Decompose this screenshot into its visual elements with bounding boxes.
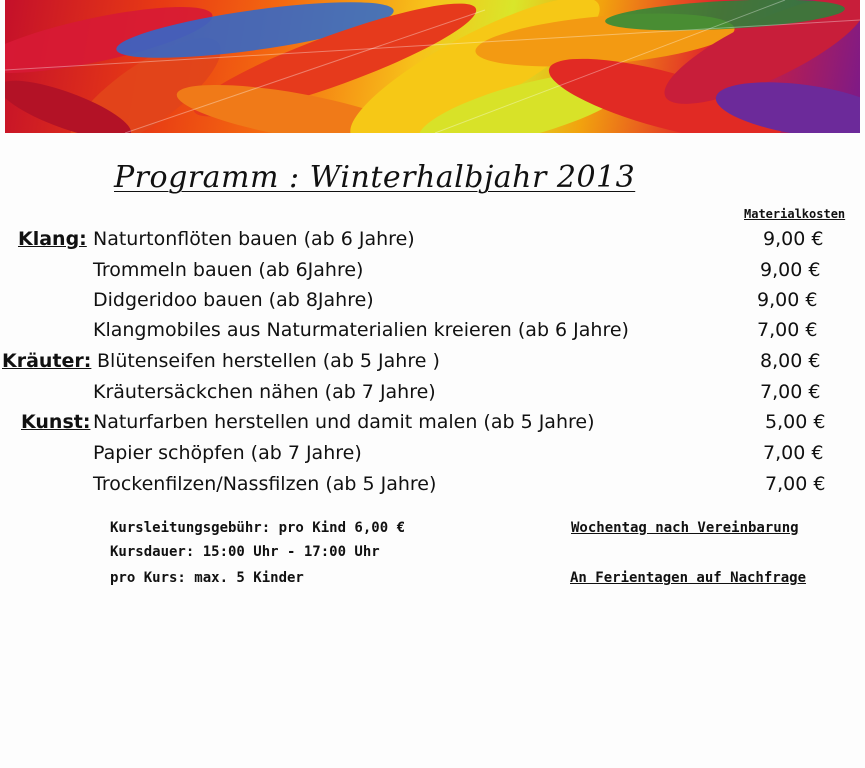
course-name: Didgeridoo bauen (ab 8Jahre) <box>93 289 374 311</box>
material-price: 7,00 € <box>757 319 818 341</box>
course-fee-text: Kursleitungsgebühr: pro Kind 6,00 € <box>110 520 406 536</box>
material-price: 9,00 € <box>760 259 821 281</box>
course-name: Trommeln bauen (ab 6Jahre) <box>93 259 364 281</box>
material-price: 9,00 € <box>757 289 818 311</box>
program-row <box>0 381 865 409</box>
course-name: Naturfarben herstellen und damit malen (ab 5 Jahre) <box>93 411 595 433</box>
program-row <box>0 228 865 256</box>
category-label: Kunst: <box>21 411 91 433</box>
course-name: Klangmobiles aus Naturmaterialien kreieren (ab 6 Jahre) <box>93 319 629 341</box>
page-title: Programm : Winterhalbjahr 2013 <box>114 160 636 195</box>
material-price: 7,00 € <box>765 473 826 495</box>
program-row <box>0 411 865 439</box>
program-row <box>0 473 865 501</box>
material-price: 7,00 € <box>760 381 821 403</box>
course-name: Trockenfilzen/Nassfilzen (ab 5 Jahre) <box>93 473 437 495</box>
category-label: Klang: <box>18 228 87 250</box>
program-row <box>0 259 865 287</box>
course-duration-text: Kursdauer: 15:00 Uhr - 17:00 Uhr <box>110 544 380 560</box>
course-name: Papier schöpfen (ab 7 Jahre) <box>93 442 362 464</box>
program-row <box>0 289 865 317</box>
weekday-note: Wochentag nach Vereinbarung <box>571 520 799 536</box>
material-cost-header: Materialkosten <box>744 207 846 221</box>
program-row <box>0 442 865 470</box>
material-price: 9,00 € <box>763 228 824 250</box>
material-price: 8,00 € <box>760 350 821 372</box>
feather-illustration <box>5 0 860 133</box>
max-children-text: pro Kurs: max. 5 Kinder <box>110 570 304 586</box>
material-price: 5,00 € <box>765 411 826 433</box>
category-label: Kräuter: <box>2 350 92 372</box>
program-row <box>0 319 865 347</box>
course-name: Blütenseifen herstellen (ab 5 Jahre ) <box>97 350 440 372</box>
program-row <box>0 350 865 378</box>
feather-banner-image <box>5 0 860 133</box>
material-price: 7,00 € <box>763 442 824 464</box>
course-name: Naturtonflöten bauen (ab 6 Jahre) <box>93 228 415 250</box>
holiday-note: An Ferientagen auf Nachfrage <box>570 570 807 586</box>
course-name: Kräutersäckchen nähen (ab 7 Jahre) <box>93 381 436 403</box>
